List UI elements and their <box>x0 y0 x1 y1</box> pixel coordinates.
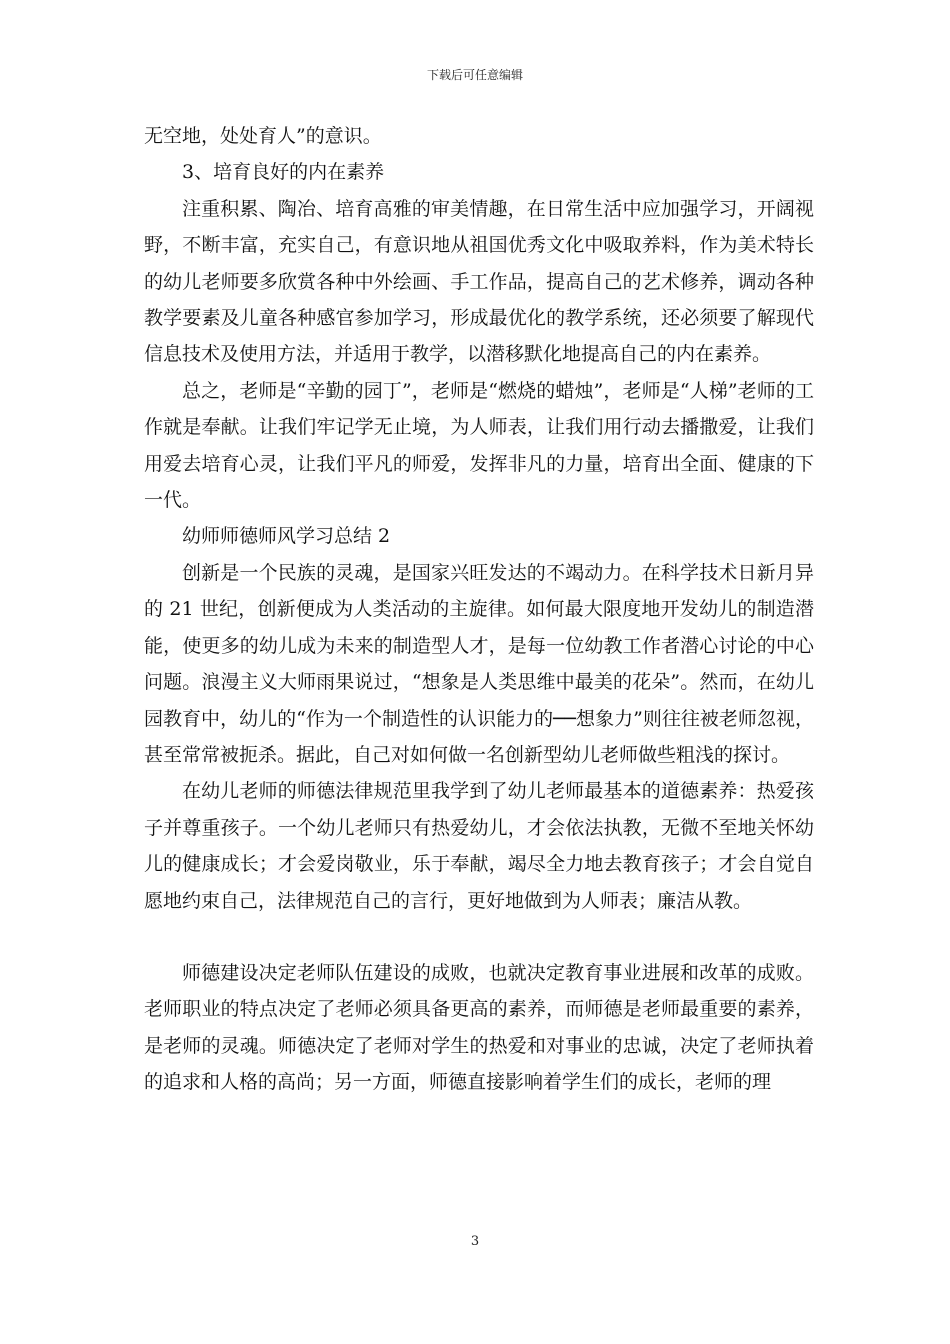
paragraph: 师德建设决定老师队伍建设的成败，也就决定教育事业进展和改革的成败。老师职业的特点决定了老师必须具备更高的素养，而师德是老师最重要的素养，是老师的灵魂。师德决定了老师对学生的热爱和对事业的忠诚，决定了老师执着的追求和人格的高尚；另一方面，师德直接影响着学生们的成长，老师的理 <box>144 961 814 1094</box>
paragraph: 在幼儿老师的师德法律规范里我学到了幼儿老师最基本的道德素养：热爱孩子并尊重孩子。一个幼儿老师只有热爱幼儿，才会依法执教，无微不至地关怀幼儿的健康成长；才会爱岗敬业，乐于奉献，竭尽全力地去教育孩子；才会自觉自愿地约束自己，法律规范自己的言行，更好地做到为人师表；廉洁从教。 <box>144 780 814 912</box>
paragraph: 注重积累、陶冶、培育高雅的审美情趣，在日常生活中应加强学习，开阔视野，不断丰富，充实自己，有意识地从祖国优秀文化中吸取养料，作为美术特长的幼儿老师要多欣赏各种中外绘画、手工作品，提高自己的艺术修养，调动各种教学要素及儿童各种感官参加学习，形成最优化的教学系统，还必须要了解现代信息技术及使用方法，并适用于教学，以潜移默化地提高自己的内在素养。 <box>144 197 814 366</box>
page-number: 3 <box>470 1234 480 1249</box>
paragraph: 创新是一个民族的灵魂，是国家兴旺发达的不竭动力。在科学技术日新月异的 21 世纪，创新便成为人类活动的主旋律。如何最大限度地开发幼儿的制造潜能，使更多的幼儿成为未来的制造型人才，是每一位幼教工作者潜心讨论的中心问题。浪漫主义大师雨果说过，“想象是人类思维中最美的花朵”。然而，在幼儿园教育中，幼儿的“作为一个制造性的认识能力的──想象力”则往往被老师忽视，甚至常常被扼杀。据此，自己对如何做一名创新型幼儿老师做些粗浅的探讨。 <box>144 561 814 766</box>
section-heading: 3、培育良好的内在素养 <box>182 161 385 184</box>
document-body <box>144 118 814 1101</box>
paragraph: 无空地，处处育人”的意识。 <box>144 125 382 147</box>
header-note: 下载后可任意编辑 <box>426 68 523 82</box>
paragraph: 总之，老师是“辛勤的园丁”，老师是“燃烧的蜡烛”，老师是“人梯”老师的工作就是奉献。让我们牢记学无止境，为人师表，让我们用行动去播撒爱，让我们用爱去培育心灵，让我们平凡的师爱，发挥非凡的力量，培育出全面、健康的下一代。 <box>144 379 814 512</box>
section-title: 幼师师德师风学习总结 2 <box>182 525 391 548</box>
